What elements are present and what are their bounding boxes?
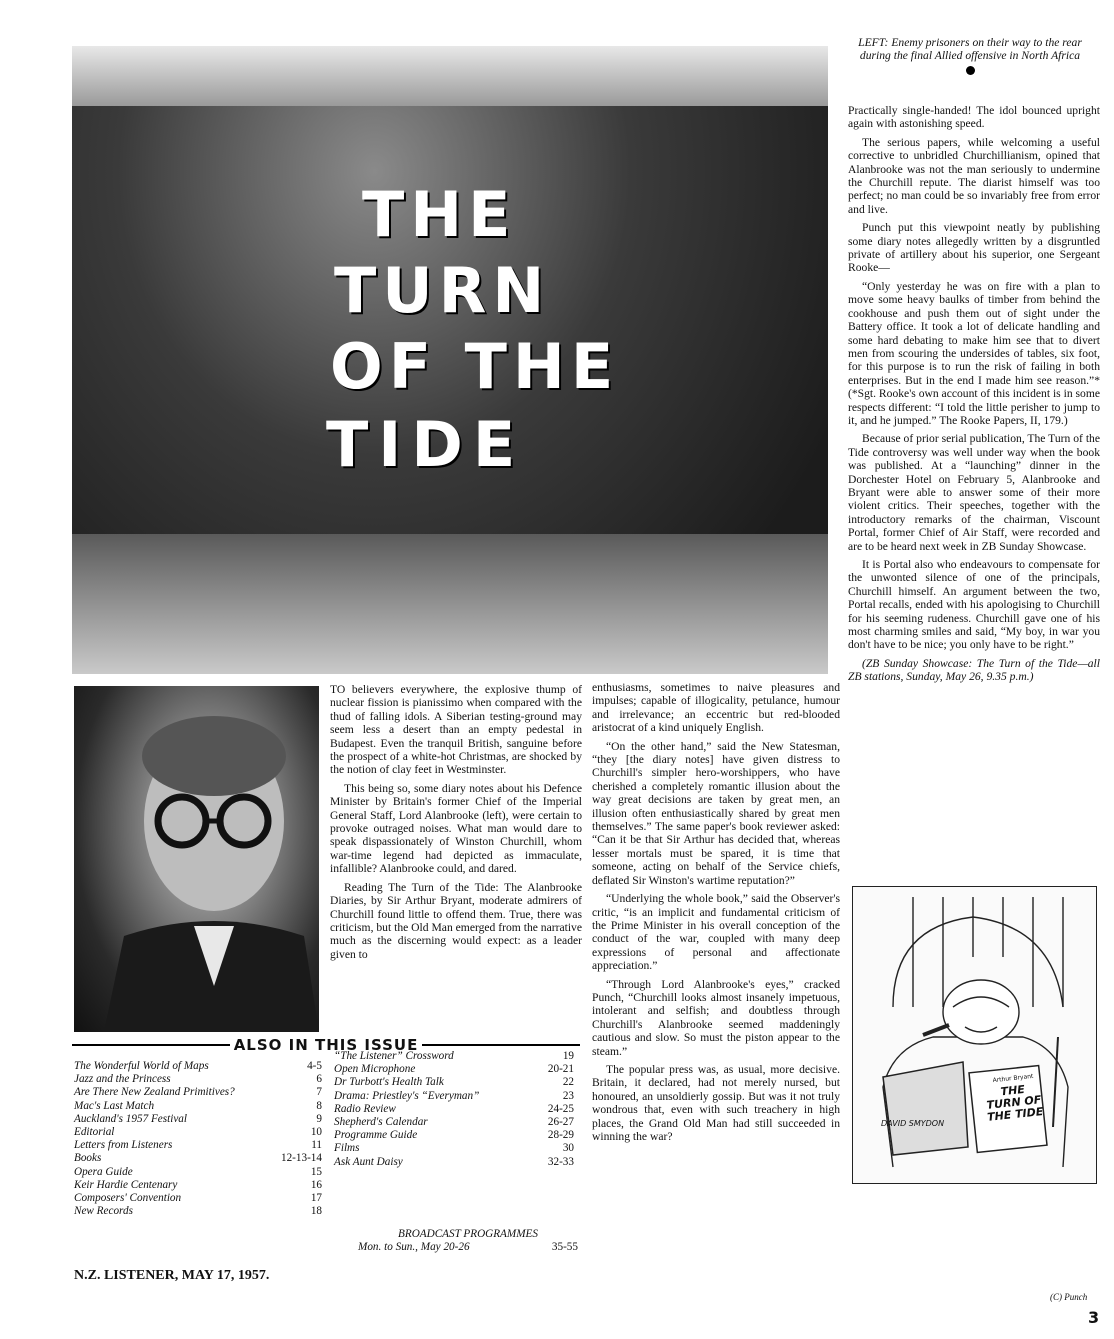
paragraph: This being so, some diary notes about his Defence Minister by Britain's former Chief of the Imperial General Staff, Lord Alanbrooke (left), were certain to provoke outraged noises. What man would dare to speak dispassionately of Winston Churchill, whom war-time legend had depicted as immaculate, infallible? Alanbrooke could, and dared.	[330, 781, 582, 876]
toc-entry-page: 20-21	[547, 1063, 574, 1076]
paragraph: Punch put this viewpoint neatly by publishing some diary notes allegedly written by a disgruntled private of artillery about his superior, one Sergeant Rooke—	[848, 221, 1100, 275]
toc-entry-title: Keir Hardie Centenary	[74, 1178, 178, 1191]
toc-entry-page: 4-5	[307, 1060, 322, 1072]
toc-entry	[74, 1166, 322, 1179]
main-photo-prisoners	[72, 46, 828, 674]
toc-entry-page: 24-25	[547, 1102, 574, 1115]
toc-entry-page: 15	[310, 1165, 322, 1178]
toc-entry	[334, 1156, 574, 1169]
paragraph: Practically single-handed! The idol bounced upright again with astonishing speed.	[848, 104, 1100, 131]
toc-entry	[334, 1076, 574, 1089]
toc-entry	[74, 1073, 322, 1086]
churchill-cartoon	[852, 886, 1097, 1184]
paragraph: “On the other hand,” said the New Statesman, “they [the diary notes] have given distress to Churchill's simpler hero-worshippers, who have cherished a completely romantic illusion about the way great decisions are taken by great men, an illusion often enthusiastically shared by great men themselves.” The same paper's book reviewer asked: “Can it be that Sir Arthur has decided that, whereas lesser mortals must be spared, it is time that someone, acting on behalf of the Service chiefs, deflated Sir Winston's wartime reputation?”	[592, 739, 840, 887]
middle-column	[330, 683, 582, 966]
also-header-text: ALSO IN THIS ISSUE	[233, 1036, 419, 1054]
toc-entry-title: Radio Review	[334, 1102, 396, 1115]
toc-entry-title: Films	[334, 1142, 360, 1155]
toc-entry	[74, 1179, 322, 1192]
toc-entry-page: 32-33	[547, 1155, 574, 1168]
toc-entry	[74, 1126, 322, 1139]
toc-entry-title: “The Listener” Crossword	[334, 1050, 454, 1062]
broadcast-dates: Mon. to Sun., May 20-26	[358, 1241, 470, 1254]
broadcast-programmes	[358, 1228, 578, 1254]
toc-entry	[74, 1152, 322, 1165]
toc-entry	[334, 1103, 574, 1116]
toc-entry-title: Opera Guide	[74, 1165, 133, 1178]
broadcast-label: BROADCAST PROGRAMMES	[398, 1228, 538, 1240]
toc-entry-page: 10	[310, 1126, 322, 1139]
paragraph: “Through Lord Alanbrooke's eyes,” cracked Punch, “Churchill looks almost insanely impetuous, intolerant and selfish; and doubtless through Churchill's Alanbrooke seemed maddeningly cautious and slow. So must the piston appear to the steam.”	[592, 977, 840, 1058]
toc-entry-page: 9	[316, 1112, 322, 1125]
toc-entry-page: 8	[316, 1099, 322, 1112]
toc-entry-title: Letters from Listeners	[74, 1139, 173, 1152]
paragraph: TO believers everywhere, the explosive thump of nuclear fission is pianissimo when compared with the thud of falling idols. A Siberian testing-ground may seem less a desert than an empty pedestal in Budapest. Even the tranquil British, sanguine before the prospect of a white-hot Christmas, are shocked by the notion of clay feet in Westminster.	[330, 683, 582, 777]
third-column	[592, 681, 840, 1148]
toc-entry-title: New Records	[74, 1205, 133, 1218]
portrait-alanbrooke	[74, 686, 319, 1032]
masthead-footer: N.Z. LISTENER, MAY 17, 1957.	[74, 1268, 270, 1283]
toc-entry-title: The Wonderful World of Maps	[74, 1060, 209, 1072]
toc-entry	[334, 1116, 574, 1129]
toc-entry	[334, 1142, 574, 1155]
toc-entry-page: 11	[311, 1139, 322, 1152]
toc-entry-title: Dr Turbott's Health Talk	[334, 1076, 444, 1089]
toc-entry-title: Composers' Convention	[74, 1192, 182, 1205]
toc-entry	[334, 1050, 574, 1063]
cartoon-book-title: THE TURN OF THE TIDE	[986, 1082, 1044, 1124]
toc-entry	[74, 1100, 322, 1113]
cartoon-signature: DAVID SMYDON	[881, 1119, 945, 1128]
toc-entry	[74, 1205, 322, 1218]
toc-entry	[334, 1129, 574, 1142]
toc-entry	[74, 1086, 322, 1099]
rule-left	[72, 1044, 230, 1046]
title-line-of-the: OF THE	[330, 330, 620, 403]
toc-entry-title: Shepherd's Calendar	[334, 1116, 428, 1129]
photo-caption	[846, 36, 1094, 75]
toc-entry-title: Mac's Last Match	[74, 1099, 155, 1112]
toc-entry-title: Auckland's 1957 Festival	[74, 1112, 188, 1125]
toc-entry	[74, 1192, 322, 1205]
toc-entry-page: 28-29	[547, 1129, 574, 1142]
paragraph: The serious papers, while welcoming a useful corrective to unbridled Churchillianism, opined that Alanbrooke was not the man seriously to undermine the Churchill repute. The diarist himself was too perfect; no man could be so invariably free from error and live.	[848, 135, 1100, 216]
toc-right	[334, 1050, 574, 1169]
paragraph: “Underlying the whole book,” said the Observer's critic, “is an implicit and fundamental criticism of the Prime Minister in his overall conception of the conduct of the war, coupled with many deep expressions of personal and affectionate appreciation.”	[592, 892, 840, 973]
paragraph: “Only yesterday he was on fire with a plan to move some heavy baulks of timber from behind the cookhouse and push them out of sight under the Battery office. It took a lot of delicate handling and some hard debating to make him see that to divert men from scouring the undersides of tables, six foot, for this purpose is to run the risk of failing in both enterprises. But in the end I made him see reason.”* (*Sgt. Rooke's own account of this incident is in some respects different: “I told the little perisher to jump to it, and he jumped.” The Rooke Papers, II, 179.)	[848, 279, 1100, 427]
toc-entry	[74, 1139, 322, 1152]
rule-right	[422, 1044, 580, 1046]
paragraph: It is Portal also who endeavours to compensate for the unwonted silence of one of the principals, Churchill himself. An argument between the two, Portal recalls, ended with his apologising to Churchill for his seeming rudeness. Churchill gave one of his most charming smiles and said, “My boy, in war you don't have to be nice; you only have to be right.”	[848, 558, 1100, 652]
toc-entry-page: 12-13-14	[280, 1152, 322, 1165]
toc-entry	[74, 1060, 322, 1073]
bullet-dot-icon	[966, 66, 975, 75]
toc-entry	[334, 1063, 574, 1076]
title-line-turn: TURN	[334, 254, 551, 327]
toc-entry-page: 23	[562, 1089, 574, 1102]
toc-entry-page: 26-27	[547, 1116, 574, 1129]
paragraph: (ZB Sunday Showcase: The Turn of the Tide—all ZB stations, Sunday, May 26, 9.35 p.m.)	[848, 656, 1100, 684]
toc-entry-title: Ask Aunt Daisy	[334, 1155, 403, 1168]
toc-entry-title: Jazz and the Princess	[74, 1073, 171, 1086]
toc-entry-page: 19	[562, 1050, 574, 1062]
toc-entry-page: 6	[316, 1073, 322, 1086]
toc-left	[74, 1060, 322, 1218]
toc-entry-title: Editorial	[74, 1126, 115, 1139]
toc-entry-title: Open Microphone	[334, 1063, 416, 1076]
toc-entry-title: Drama: Priestley's “Everyman”	[334, 1089, 480, 1102]
paragraph: Because of prior serial publication, The Turn of the Tide controversy was well under way when the book was published. At a “launching” dinner in the Dorchester Hotel on February 5, Alanbrooke and Bryant were able to answer some of their more violent critics. Their speeches, together with the introductory remarks of the chairman, Viscount Portal, former Chief of Air Staff, were recorded and are to be heard next week in ZB Sunday Showcase.	[848, 432, 1100, 553]
toc-entry-page: 22	[562, 1076, 574, 1089]
toc-entry-title: Programme Guide	[334, 1129, 418, 1142]
broadcast-pages: 35-55	[551, 1241, 578, 1254]
toc-entry	[334, 1090, 574, 1103]
toc-entry-page: 18	[310, 1205, 322, 1218]
paragraph: The popular press was, as usual, more decisive. Britain, it declared, had not merely nursed, but honoured, an unsoldierly gossip. But was it not truly wondrous that, even with such treachery in high places, the Grand Old Man had still succeeded in winning the war?	[592, 1062, 840, 1143]
right-column	[848, 104, 1100, 689]
toc-entry-page: 17	[310, 1192, 322, 1205]
paragraph: enthusiasms, sometimes to naive pleasures and impulses; capable of illogicality, petulance, humour and irrelevance; an eccentric but red-blooded aristocrat of a kind uniquely English.	[592, 681, 840, 735]
cartoon-book-author: Arthur Bryant	[992, 1072, 1034, 1085]
toc-entry	[74, 1113, 322, 1126]
photo-caption-text: LEFT: Enemy prisoners on their way to the rear during the final Allied offensive in North Africa	[858, 36, 1082, 62]
toc-entry-page: 30	[562, 1142, 574, 1155]
toc-entry-title: Are There New Zealand Primitives?	[74, 1086, 235, 1099]
paragraph: Reading The Turn of the Tide: The Alanbrooke Diaries, by Sir Arthur Bryant, moderate admirers of Churchill found little to offend them. True, there was criticism, but the Old Man emerged from the narrative much as the discerning would expect: as a leader given to	[330, 880, 582, 961]
toc-entry-page: 7	[316, 1086, 322, 1099]
toc-entry-title: Books	[74, 1152, 102, 1165]
title-line-tide: TIDE	[326, 408, 526, 481]
title-line-the: THE	[362, 178, 517, 251]
toc-entry-page: 16	[310, 1178, 322, 1191]
cartoon-credit: (C) Punch	[1050, 1292, 1088, 1302]
page-number: 3	[1088, 1308, 1100, 1327]
